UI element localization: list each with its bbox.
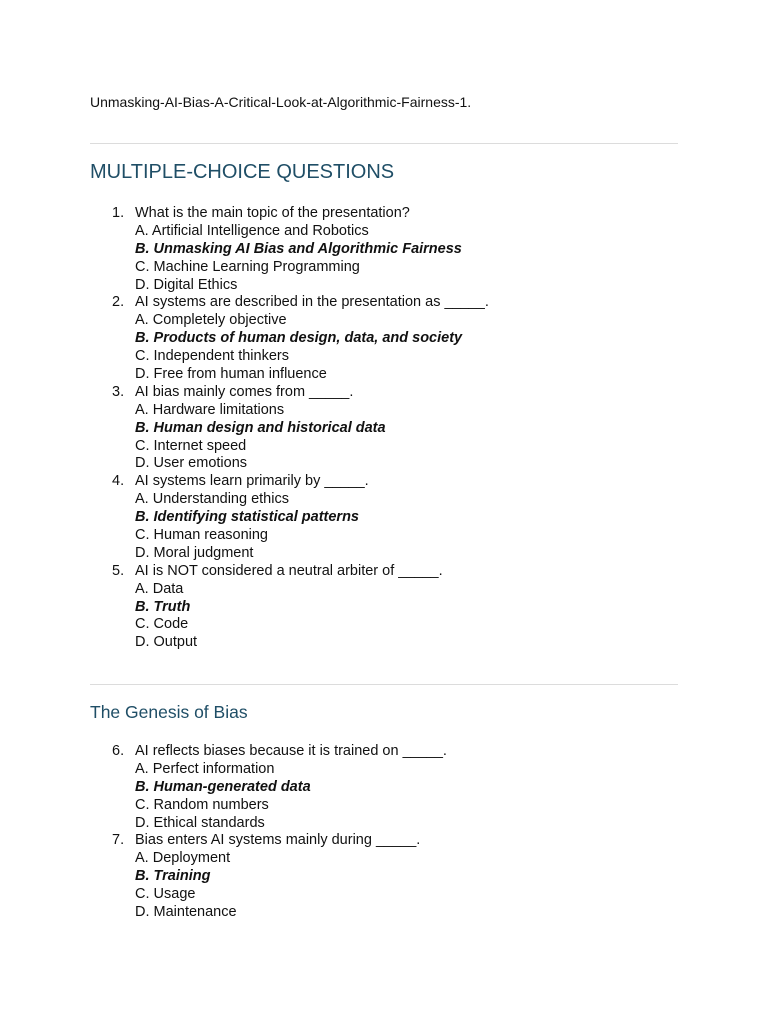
option-line [90,904,678,922]
option-line [90,545,678,563]
answer-option: A. Completely objective [135,312,287,329]
question-item [90,294,678,383]
question-item [90,832,678,921]
option-line [90,455,678,473]
question-number: 4. [112,473,125,490]
answer-option: D. User emotions [135,455,248,472]
question-text: AI systems learn primarily by _____. [135,473,369,490]
divider [90,684,678,685]
question-line [90,563,678,581]
correct-answer-option: B. Training [135,868,211,885]
answer-option: C. Usage [135,886,196,903]
option-line [90,761,678,779]
answer-option: A. Artificial Intelligence and Robotics [135,222,369,239]
answer-option: D. Moral judgment [135,544,254,561]
option-line [90,330,678,348]
option-line [90,509,678,527]
question-list [90,205,678,652]
option-line [90,581,678,599]
question-text: Bias enters AI systems mainly during _____. [135,832,421,849]
question-line [90,743,678,761]
answer-option: D. Maintenance [135,904,237,921]
question-text: AI systems are described in the presentation as _____. [135,294,489,311]
option-line [90,868,678,886]
option-line [90,223,678,241]
option-line [90,438,678,456]
question-text: What is the main topic of the presentation? [135,205,410,221]
answer-option: D. Output [135,634,198,651]
question-line [90,473,678,491]
answer-option: A. Deployment [135,850,231,867]
option-line [90,491,678,509]
section-heading-multiple-choice: MULTIPLE-CHOICE QUESTIONS [90,161,395,183]
answer-option: A. Data [135,580,184,597]
option-line [90,402,678,420]
question-item [90,205,678,294]
correct-answer-option: B. Human-generated data [135,778,311,795]
option-line [90,850,678,868]
question-line [90,294,678,312]
answer-option: D. Digital Ethics [135,276,238,293]
option-line [90,277,678,295]
question-number: 5. [112,562,125,579]
answer-option: C. Random numbers [135,796,269,813]
option-line [90,616,678,634]
answer-option: D. Ethical standards [135,814,265,831]
option-line [90,527,678,545]
answer-option: A. Hardware limitations [135,401,285,418]
question-text: AI bias mainly comes from _____. [135,383,354,400]
correct-answer-option: B. Products of human design, data, and society [135,330,463,347]
option-line [90,312,678,330]
question-line [90,384,678,402]
correct-answer-option: B. Unmasking AI Bias and Algorithmic Fairness [135,240,462,257]
option-line [90,241,678,259]
answer-option: A. Understanding ethics [135,491,289,508]
question-text: AI is NOT considered a neutral arbiter of _____. [135,562,443,579]
question-list [90,743,678,922]
option-line [90,259,678,277]
answer-option: C. Independent thinkers [135,348,289,365]
option-line [90,886,678,904]
option-line [90,366,678,384]
option-line [90,815,678,833]
answer-option: C. Internet speed [135,437,247,454]
option-line [90,797,678,815]
question-number: 3. [112,383,125,400]
option-line [90,420,678,438]
option-line [90,599,678,617]
correct-answer-option: B. Human design and historical data [135,419,386,436]
answer-option: A. Perfect information [135,760,275,777]
question-number: 2. [112,294,125,311]
option-line [90,634,678,652]
option-line [90,779,678,797]
question-number: 1. [112,205,125,221]
question-line [90,832,678,850]
question-item [90,384,678,473]
answer-option: C. Machine Learning Programming [135,258,360,275]
divider [90,143,678,144]
answer-option: D. Free from human influence [135,366,327,383]
option-line [90,348,678,366]
question-text: AI reflects biases because it is trained on _____. [135,743,447,759]
question-number: 6. [112,743,125,759]
document-filename: Unmasking-AI-Bias-A-Critical-Look-at-Algorithmic-Fairness-1. [90,94,472,110]
section-heading-genesis-of-bias: The Genesis of Bias [90,702,248,722]
correct-answer-option: B. Identifying statistical patterns [135,509,359,526]
answer-option: C. Human reasoning [135,527,268,544]
question-number: 7. [112,832,125,849]
question-item [90,743,678,832]
question-item [90,563,678,652]
question-item [90,473,678,562]
correct-answer-option: B. Truth [135,598,191,615]
question-line [90,205,678,223]
answer-option: C. Code [135,616,189,633]
